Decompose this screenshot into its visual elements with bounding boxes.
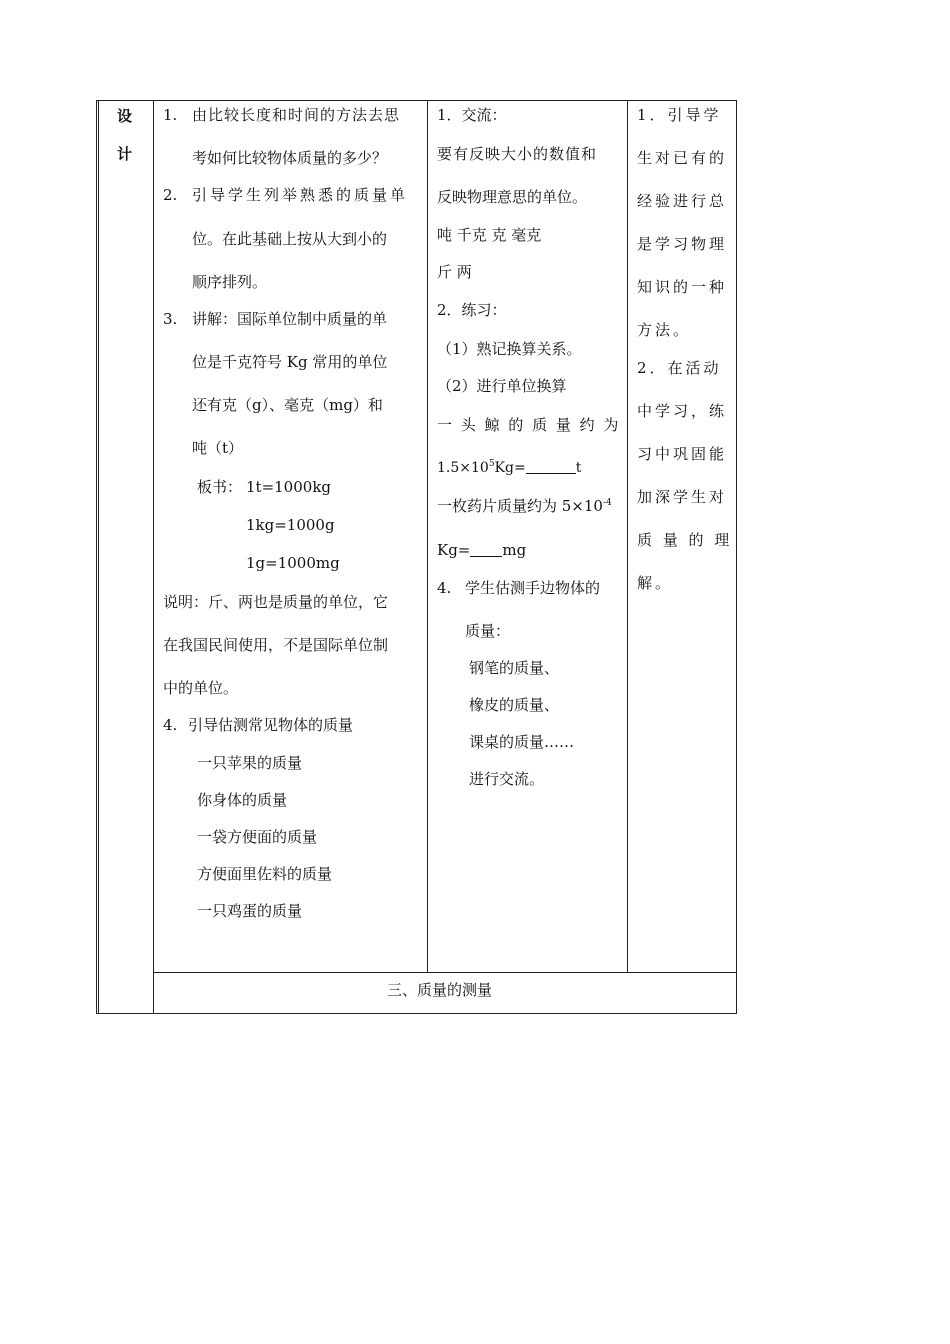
table-divider bbox=[98, 100, 99, 1014]
table-divider bbox=[627, 100, 628, 973]
board-formula: 1g=1000mg bbox=[246, 554, 340, 572]
item-text: 考如何比较物体质量的多少？ bbox=[192, 149, 388, 167]
item-number: 4. bbox=[437, 579, 452, 597]
board-formula: 1t=1000kg bbox=[246, 478, 332, 496]
expr-unit: Kg= bbox=[494, 460, 526, 476]
board-label: 板书： bbox=[197, 478, 243, 496]
expr-exponent: -4 bbox=[602, 498, 612, 508]
item-text: 位是千克符号 Kg 常用的单位 bbox=[192, 353, 388, 371]
item-text: 吨（t） bbox=[192, 439, 244, 457]
table-divider bbox=[153, 100, 154, 1014]
answer-blank[interactable] bbox=[470, 542, 502, 557]
conversion-exercise bbox=[437, 458, 581, 478]
intent-text: 2．在活动 bbox=[637, 359, 722, 377]
item-text: 引导估测常见物体的质量 bbox=[188, 716, 354, 734]
intent-text: 中学习，练 bbox=[637, 402, 728, 420]
conversion-exercise bbox=[437, 540, 526, 560]
student-text: 斤 两 bbox=[437, 263, 472, 281]
board-formula: 1kg=1000g bbox=[246, 516, 335, 534]
table-divider bbox=[153, 972, 737, 973]
expr-exponent: 5 bbox=[488, 459, 495, 469]
expr-text: 一枚药片质量约为 5×10 bbox=[437, 497, 603, 515]
example-item: 课桌的质量…… bbox=[469, 733, 575, 751]
intent-text: 1．引导学 bbox=[637, 106, 722, 124]
section-title: 2．练习： bbox=[437, 301, 507, 319]
student-text: 反映物理意思的单位。 bbox=[437, 188, 588, 206]
expr-unit: Kg= bbox=[437, 541, 471, 559]
expr-unit: t bbox=[575, 460, 582, 476]
example-item: 一只鸡蛋的质量 bbox=[197, 902, 303, 920]
item-number: 4. bbox=[163, 716, 178, 734]
example-item: 一只苹果的质量 bbox=[197, 754, 303, 772]
conversion-exercise bbox=[437, 496, 612, 516]
example-item: 进行交流。 bbox=[469, 770, 545, 788]
item-text: 顺序排列。 bbox=[192, 273, 268, 291]
item-text: 质量： bbox=[465, 622, 511, 640]
answer-blank[interactable] bbox=[526, 459, 576, 474]
intent-text: 方法。 bbox=[637, 321, 692, 339]
section-title: 1．交流： bbox=[437, 106, 507, 124]
intent-text: 加深学生对 bbox=[637, 488, 728, 506]
practice-item: （2）进行单位换算 bbox=[437, 377, 567, 395]
example-item: 一袋方便面的质量 bbox=[197, 828, 318, 846]
intent-text: 知识的一种 bbox=[637, 278, 728, 296]
note-text: 在我国民间使用，不是国际单位制 bbox=[163, 636, 389, 654]
item-text: 引导学生列举熟悉的质量单 bbox=[192, 186, 409, 204]
example-item: 橡皮的质量、 bbox=[469, 696, 560, 714]
item-text: 讲解：国际单位制中质量的单 bbox=[192, 310, 388, 328]
item-number: 3. bbox=[163, 310, 178, 328]
item-number: 1. bbox=[163, 106, 178, 124]
intent-text: 是学习物理 bbox=[637, 235, 728, 253]
expr-unit: mg bbox=[502, 541, 527, 559]
item-text: 位。在此基础上按从大到小的 bbox=[192, 230, 388, 248]
item-text: 由比较长度和时间的方法去思 bbox=[192, 106, 401, 124]
student-text: 一 头 鲸 的 质 量 约 为 bbox=[437, 416, 621, 434]
student-text: 吨 千克 克 毫克 bbox=[437, 226, 542, 244]
section-heading: 三、质量的测量 bbox=[387, 981, 493, 999]
intent-text: 解。 bbox=[637, 574, 674, 592]
item-text: 还有克（g）、毫克（mg）和 bbox=[192, 396, 383, 414]
intent-text: 习中巩固能 bbox=[637, 445, 728, 463]
intent-text: 生对已有的 bbox=[637, 149, 728, 167]
note-text: 中的单位。 bbox=[163, 679, 239, 697]
practice-item: （1）熟记换算关系。 bbox=[437, 340, 582, 358]
example-item: 钢笔的质量、 bbox=[469, 659, 560, 677]
row-label-char: 设 bbox=[117, 107, 133, 125]
example-item: 你身体的质量 bbox=[197, 791, 288, 809]
table-divider bbox=[427, 100, 428, 973]
intent-text: 经验进行总 bbox=[637, 192, 728, 210]
expr-base: 1.5×10 bbox=[437, 460, 489, 476]
note-text: 说明：斤、两也是质量的单位，它 bbox=[163, 593, 389, 611]
example-item: 方便面里佐料的质量 bbox=[197, 865, 333, 883]
intent-text: 质 量 的 理 bbox=[637, 531, 733, 549]
student-text: 要有反映大小的数值和 bbox=[437, 145, 598, 163]
row-label-char: 计 bbox=[117, 145, 133, 163]
item-number: 2. bbox=[163, 186, 178, 204]
item-text: 学生估测手边物体的 bbox=[465, 579, 601, 597]
